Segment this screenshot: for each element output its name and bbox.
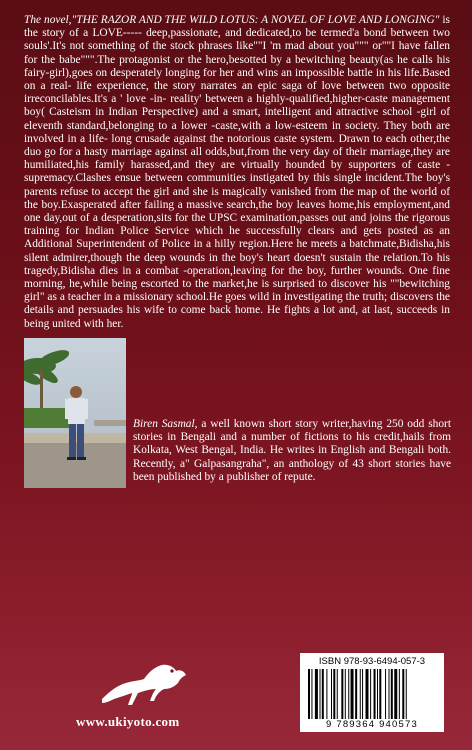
barcode-bar (385, 669, 386, 719)
blurb-paragraph (24, 14, 450, 331)
barcode-bars (308, 669, 436, 719)
barcode-bar (355, 669, 357, 719)
barcode-bar (389, 669, 390, 719)
author-bio (133, 418, 451, 484)
barcode-bar (311, 669, 312, 719)
barcode-bar (391, 669, 393, 719)
barcode-bar (394, 669, 397, 719)
barcode-bar (348, 669, 349, 719)
barcode-bar (399, 669, 400, 719)
barcode-bar (345, 669, 346, 719)
barcode-bar (379, 669, 381, 719)
barcode-bar (370, 669, 371, 719)
barcode-bar (308, 669, 310, 719)
barcode-bar (337, 669, 338, 719)
blurb-text: is the story of a LOVE----- deep,passionate, and dedicated,to be termed'a bond between two souls'.It's not something of the stock phrases like""I 'm mad about you""" or""I have fallen for the babe""".The protagonist or the hero,besotted by a bewitching beauty(as he calls his fairy-girl),goes on desperately longing for her and wins an impossible battle in his life.Based on a real- life experience, the story narrates an epic saga of love between two opposite irreconcilables.It's a ' love -in- reality' between a highly-qualified,higher-caste management boy( Casteism in Indian Perspective) and a smart, intelligent and attractive school -girl of eleventh standard,belonging to a lower -caste,with a low-esteem in society. They both are involved in a life- long crusade against the notorious caste system. Drawn to each other,the duo go for a hasty marriage against all odds,but,from the very day of their marriage,they are humiliated,his family harassed,and they are virtually hounded by supporters of caste -supremacy.Clashes ensue between communities instigated by this single incident.The boy's parents refuse to accept the girl and she is magically vanished from the map of the world of the boy.Exasperated after failing a massive search,the boy leaves home,his employment,and one day,out of a desperation,sits for the UPSC examination,passes out and joins the rigorous training for Indian Police Service which he successfully clears and gets posted as an Additional Superintendent of Police in a hilly region.Here he meets a batchmate,Bidisha,his silent admirer,though the deep wounds in the boy's heart doesn't sustain the relation.To his tragedy,Bidisha dies in a combat -operation,leaving for the boy, further wounds. One fine morning, he,while being escorted to the market,he is surprised to discover his ""bewitching girl" as a teacher in a missionary school.He goes wild in investigating the truth; discovers the details and persuades his wife to come back home. He fights a lot and, at last, succeeds in being united with her. (24, 14, 450, 330)
isbn-barcode (300, 653, 444, 732)
barcode-bar (315, 669, 318, 719)
barcode-bar (362, 669, 363, 719)
barcode-bar (322, 669, 324, 719)
barcode-bar (333, 669, 335, 719)
barcode-digits: 9 789364 940573 (326, 719, 418, 730)
barcode-bar (402, 669, 404, 719)
author-photo-image (24, 338, 126, 488)
barcode-bar (320, 669, 321, 719)
barcode-bar (341, 669, 343, 719)
blurb-lead: The novel,"THE RAZOR AND THE WILD LOTUS: A NOVEL OF LOVE AND LONGING" (24, 14, 440, 26)
barcode-bar (351, 669, 354, 719)
author-name: Biren Sasmal (133, 418, 195, 430)
barcode-bar (360, 669, 361, 719)
barcode-bar (406, 669, 407, 719)
barcode-bar (326, 669, 327, 719)
barcode-bar (331, 669, 332, 719)
barcode-bar (366, 669, 369, 719)
leaping-lion-icon (96, 655, 192, 709)
author-bio-text: , a well known short story writer,having 250 odd short stories in Bengali and a number of fictions to his credit,hails from Kolkata, West Bengal, India. He writes in English and Bengali both. Recently, a" Galpasangraha", an anthology of 43 short stories have been published by a publisher of repute. (133, 418, 451, 483)
author-photo (24, 338, 126, 488)
publisher-website[interactable]: www.ukiyoto.com (76, 714, 180, 729)
barcode-bar (377, 669, 378, 719)
barcode-bar (374, 669, 376, 719)
isbn-label: ISBN 978-93-6494-057-3 (318, 656, 426, 667)
